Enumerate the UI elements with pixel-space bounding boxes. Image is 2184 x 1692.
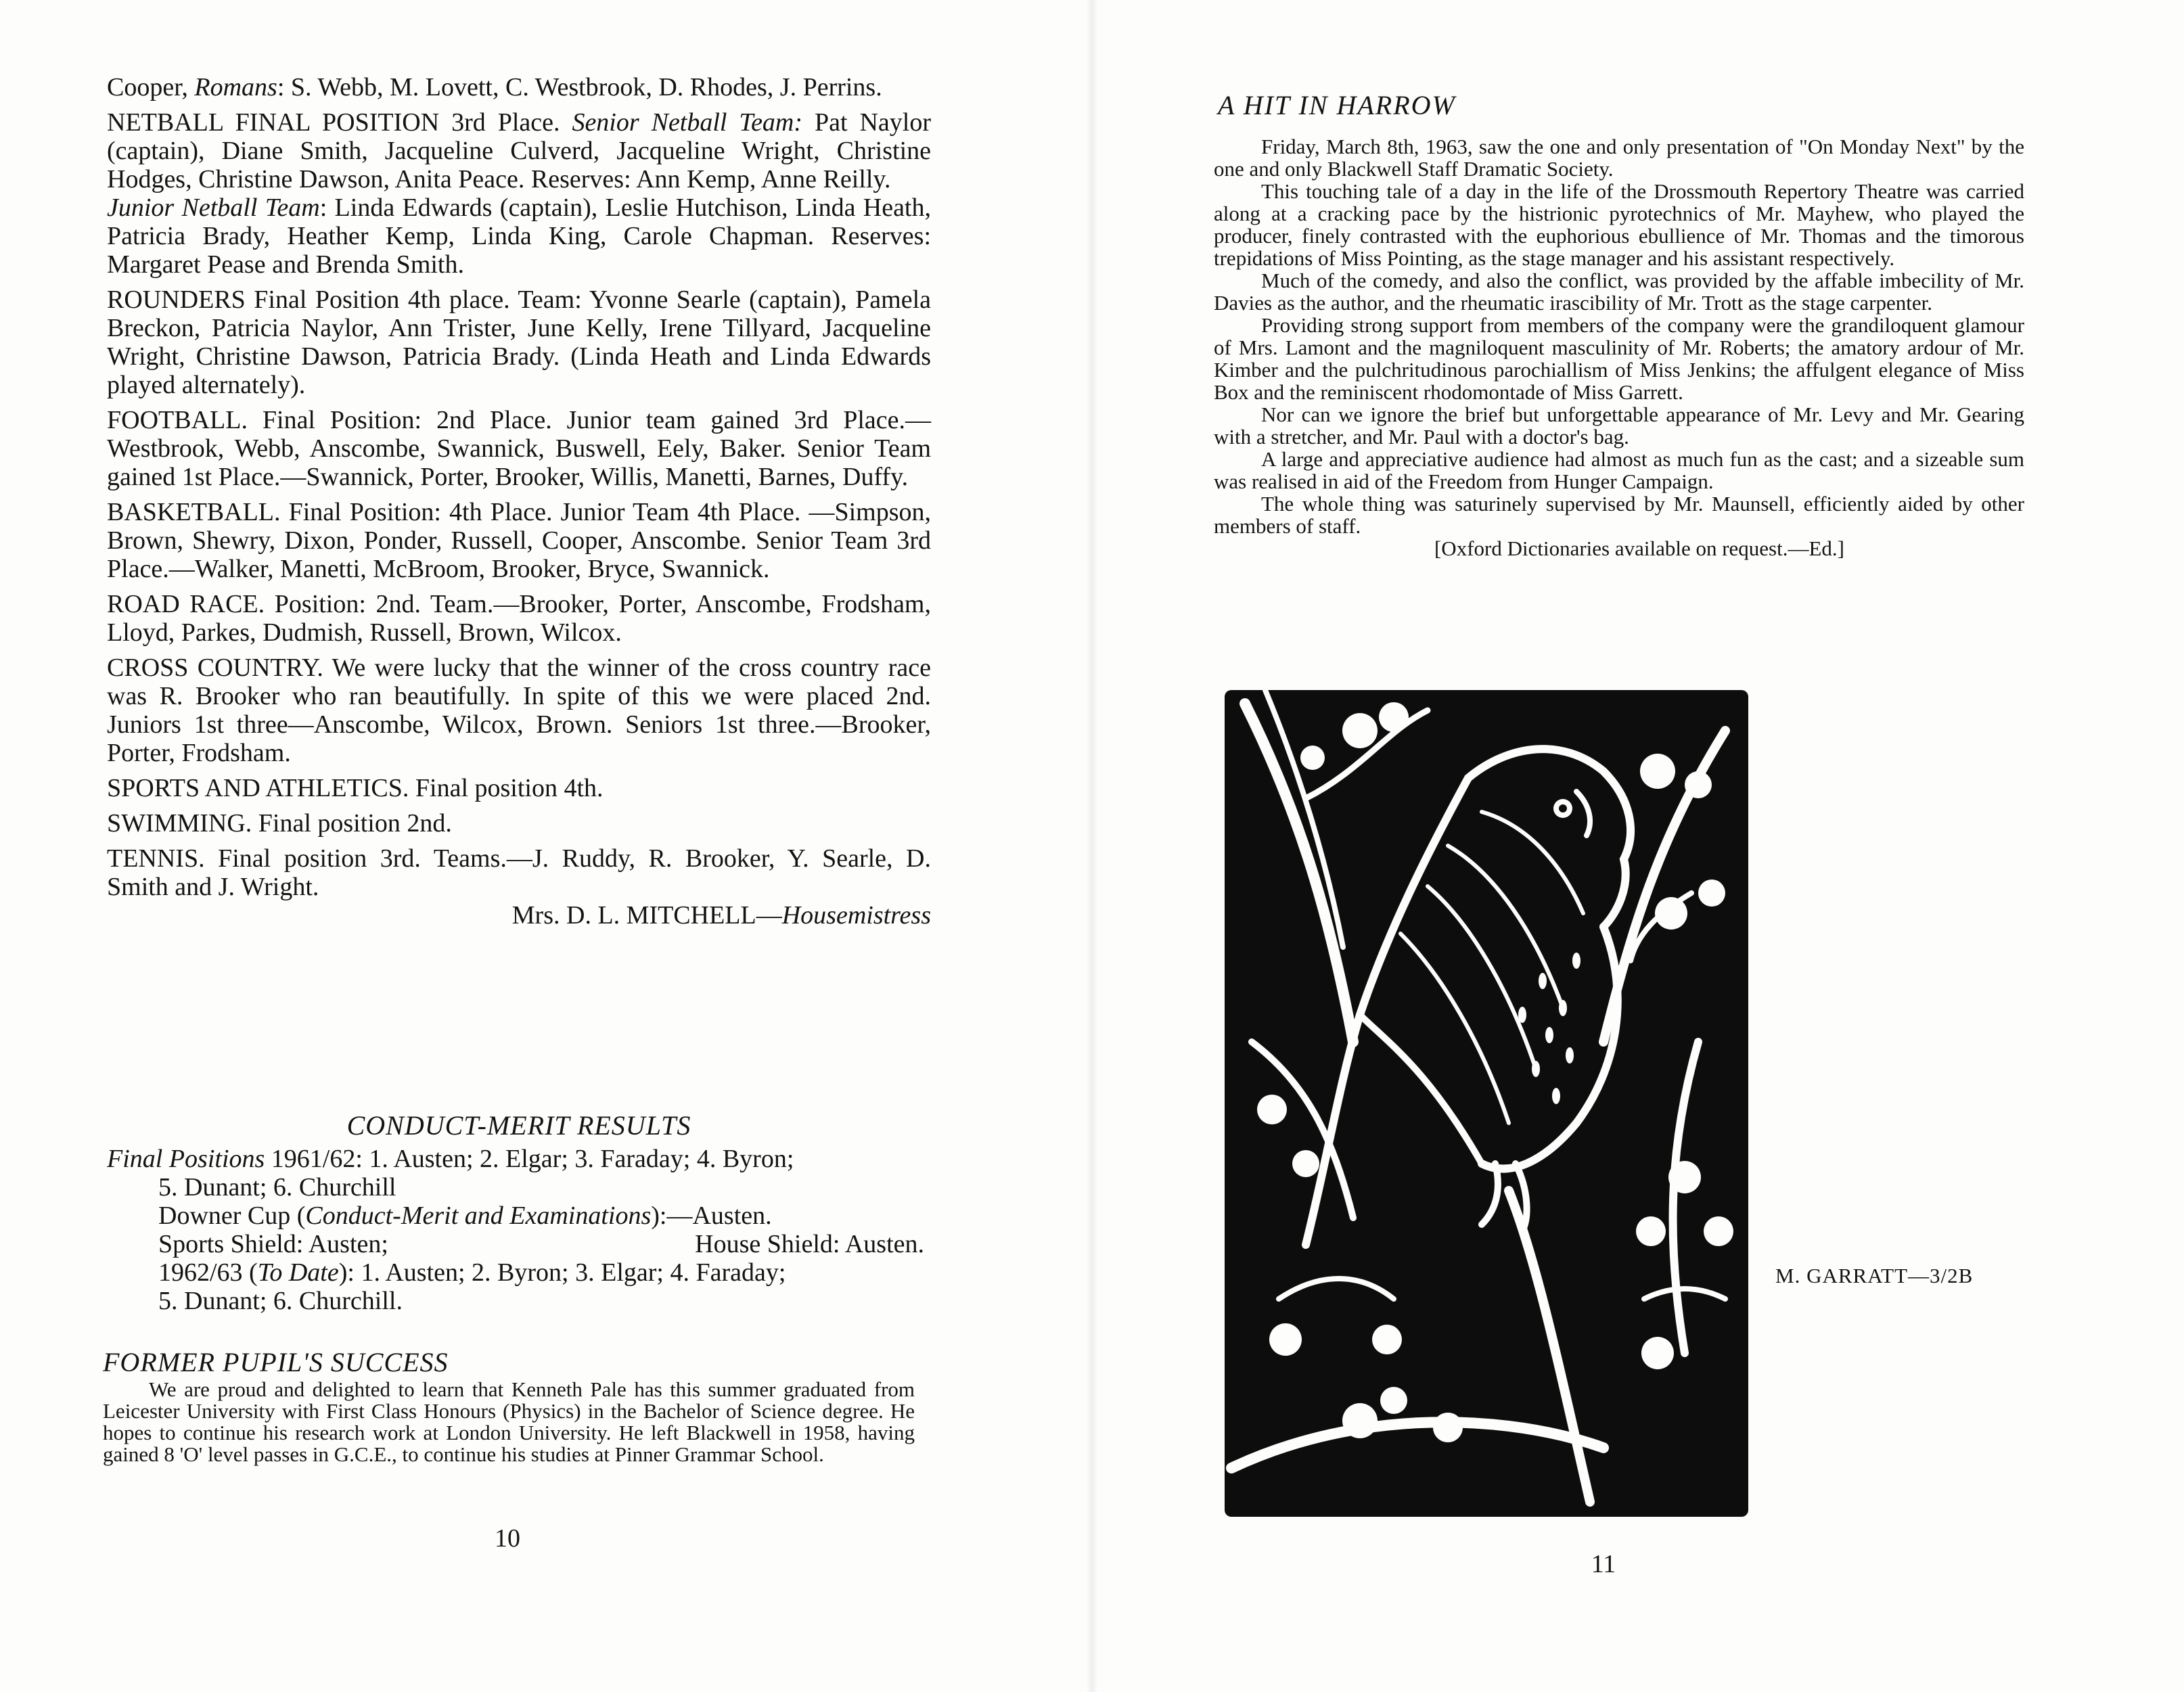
conduct-merit-title: CONDUCT-MERIT RESULTS: [346, 1110, 691, 1141]
house-sports-report: [107, 73, 931, 930]
final-positions-line: Final Positions 1961/62: 1. Austen; 2. Elgar; 3. Faraday; 4. Byron;: [107, 1145, 794, 1173]
page-number-left: 10: [495, 1524, 520, 1553]
paragraph-junior-netball: Junior Netball Team: Linda Edwards (captain), Leslie Hutchison, Linda Heath, Patricia Brady, Heather Kemp, Linda King, Carole Chapman. Reserves: Margaret Pease and Brenda Smith.: [107, 193, 931, 279]
paragraph-cross-country: CROSS COUNTRY. We were lucky that the winner of the cross country race was R. Brooker who ran beautifully. In spite of this we were placed 2nd. Juniors 1st three—Anscombe, Wilcox, Brown. Seniors 1st three.—Brooker, Porter, Frodsham.: [107, 654, 931, 767]
article-paragraph: This touching tale of a day in the life of the Drossmouth Repertory Theatre was carried along at a cracking pace by the histrionic pyrotechnics of Mr. Mayhew, who played the producer, finely contrasted with the euphorious ebullience of Mr. Thomas and the timorous trepidations of Miss Pointing, as the stage manager and his assistant respectively.: [1214, 179, 2024, 270]
article-paragraph: The whole thing was saturinely supervised by Mr. Maunsell, efficiently aided by other members of staff.: [1214, 492, 2024, 538]
paragraph-netball: NETBALL FINAL POSITION 3rd Place. Senior Netball Team: Pat Naylor (captain), Diane Smith, Jacqueline Culverd, Jacqueline Wright, Christine Hodges, Christine Dawson, Anita Peace. Reserves: Ann Kemp, Anne Reilly.: [107, 108, 932, 193]
page-number-right: 11: [1591, 1550, 1616, 1578]
artwork-caption: M. GARRATT—3/2B: [1775, 1264, 1974, 1287]
paragraph-basketball: BASKETBALL. Final Position: 4th Place. Junior Team 4th Place. —Simpson, Brown, Shewry, Dixon, Ponder, Russell, Cooper, Anscombe. Senior Team 3rd Place.—Walker, Manetti, McBroom, Brooker, Bryce, Swannick.: [107, 498, 931, 583]
final-positions-line-2: 5. Dunant; 6. Churchill: [158, 1173, 396, 1202]
article-paragraph: Friday, March 8th, 1963, saw the one and only presentation of "On Monday Next" by the one and only Blackwell Staff Dramatic Society.: [1214, 135, 2024, 181]
conduct-merit-results: [107, 1145, 931, 1315]
bird-linocut-illustration: [1225, 690, 1748, 1517]
former-pupil-title: FORMER PUPIL'S SUCCESS: [103, 1347, 449, 1377]
paragraph-tennis: TENNIS. Final position 3rd. Teams.—J. Ruddy, R. Brooker, Y. Searle, D. Smith and J. Wright.: [107, 844, 931, 901]
paragraph-football: FOOTBALL. Final Position: 2nd Place. Junior team gained 3rd Place.—Westbrook, Webb, Anscombe, Swannick, Buswell, Eely, Baker. Senior Team gained 1st Place.—Swannick, Porter, Brooker, Willis, Manetti, Barnes, Duffy.: [107, 406, 931, 491]
downer-cup-line: Downer Cup (Conduct-Merit and Examinations):—Austen.: [158, 1202, 772, 1230]
shields-line: Sports Shield: Austen; House Shield: Austen.: [158, 1230, 924, 1258]
paragraph-road-race: ROAD RACE. Position: 2nd. Team.—Brooker, Porter, Anscombe, Frodsham, Lloyd, Parkes, Dudmish, Russell, Brown, Wilcox.: [107, 590, 931, 647]
hit-in-harrow-title: A HIT IN HARROW: [1218, 90, 1456, 120]
article-paragraph: Providing strong support from members of the company were the grandiloquent glamour of Mrs. Lamont and the magniloquent masculinity of Mr. Roberts; the amatory ardour of Mr. Kimber and the pulchritudinous parochiallism of Miss Jenkins; the affulgent elegance of Miss Box and the reminiscent rhodomontade of Miss Garrett.: [1214, 313, 2024, 404]
former-pupil-article: [103, 1379, 915, 1465]
editor-note: [Oxford Dictionaries available on request.—Ed.]: [1434, 536, 1844, 560]
article-paragraph: Much of the comedy, and also the conflict, was provided by the affable imbecility of Mr. Davies as the author, and the rheumatic irascibility of Mr. Trott as the stage carpenter.: [1214, 269, 2024, 315]
to-date-line-2: 5. Dunant; 6. Churchill.: [158, 1287, 403, 1315]
paragraph-rounders: ROUNDERS Final Position 4th place. Team: Yvonne Searle (captain), Pamela Breckon, Patricia Naylor, Ann Trister, June Kelly, Irene Tillyard, Jacqueline Wright, Christine Dawson, Patricia Brady. (Linda Heath and Linda Edwards played alternately).: [107, 285, 931, 399]
article-paragraph: Nor can we ignore the brief but unforgettable appearance of Mr. Levy and Mr. Gearing with a stretcher, and Mr. Paul with a doctor's bag.: [1214, 403, 2024, 449]
former-pupil-text: We are proud and delighted to learn that Kenneth Pale has this summer graduated from Leicester University with First Class Honours (Physics) in the Bachelor of Science degree. He hopes to continue his research work at London University. He left Blackwell in 1958, having gained 8 'O' level passes in G.C.E., to continue his studies at Pinner Grammar School.: [103, 1377, 915, 1466]
housemistress-signature: Mrs. D. L. MITCHELL—Housemistress: [511, 901, 931, 930]
paragraph-sports-athletics: SPORTS AND ATHLETICS. Final position 4th.: [107, 774, 604, 802]
to-date-line: 1962/63 (To Date): 1. Austen; 2. Byron; 3. Elgar; 4. Faraday;: [158, 1258, 786, 1287]
paragraph-swimming: SWIMMING. Final position 2nd.: [107, 809, 452, 838]
hit-in-harrow-article: [1214, 135, 2024, 559]
paragraph-romans: Cooper, Romans: S. Webb, M. Lovett, C. Westbrook, D. Rhodes, J. Perrins.: [107, 73, 882, 101]
article-paragraph: A large and appreciative audience had almost as much fun as the cast; and a sizeable sum was realised in aid of the Freedom from Hunger Campaign.: [1214, 447, 2024, 493]
